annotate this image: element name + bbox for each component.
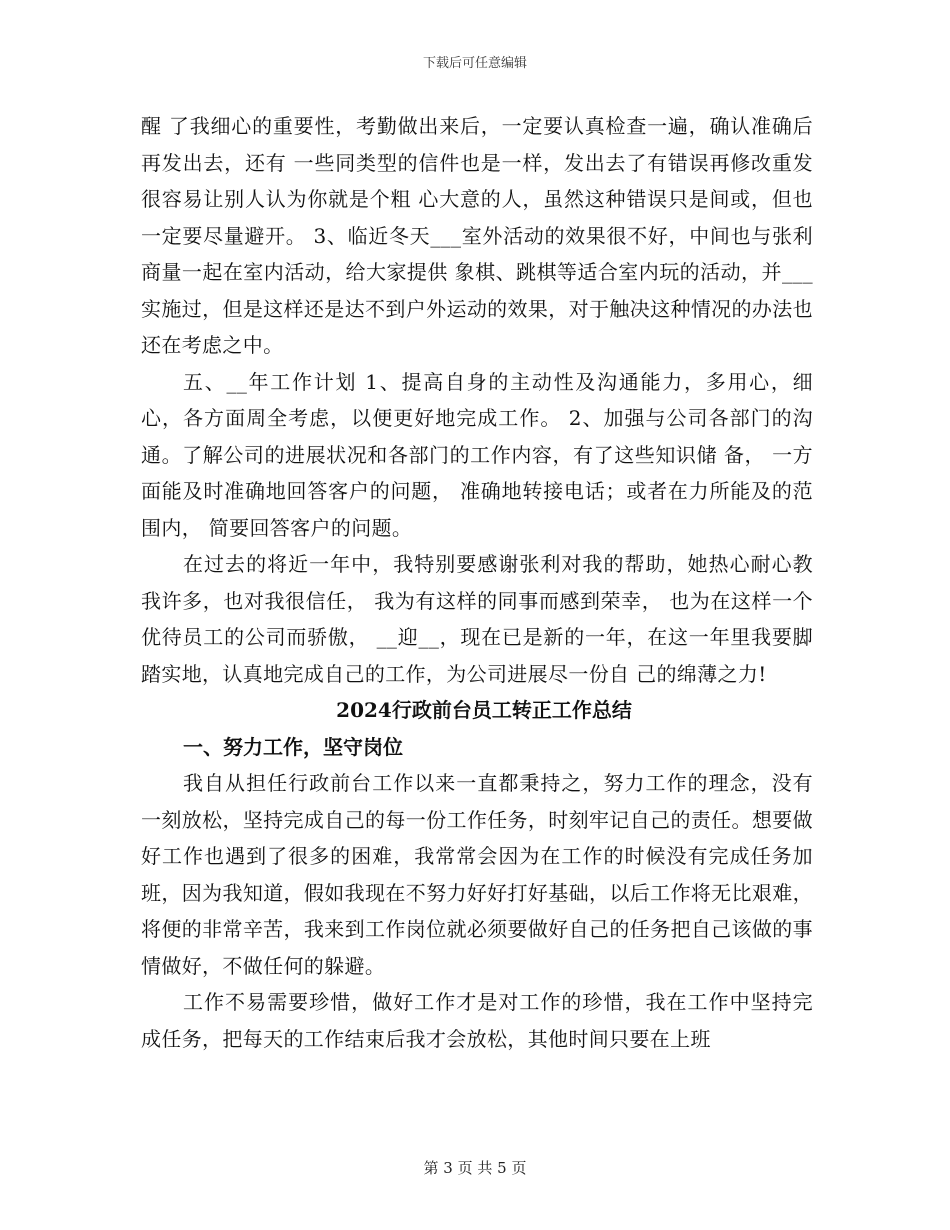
paragraph-gratitude: 在过去的将近一年中，我特别要感谢张利对我的帮助，她热心耐心教我许多，也对我很信任， 我为有这样的同事而感到荣幸， 也为在这样一个优待员工的公司而骄傲， __迎__，现在已是新的一年，在这一年里我要脚踏实地，认真地完成自己的工作，为公司进展尽一份自 己的绵薄之力! (141, 552, 813, 686)
header-note: 下载后可任意编辑 (422, 56, 527, 71)
document-title: 2024行政前台员工转正工作总结 (336, 698, 632, 722)
page-number: 第 3 页 共 5 页 (423, 1159, 527, 1177)
paragraph-cherish-work: 工作不易需要珍惜，做好工作才是对工作的珍惜，我在工作中坚持完成任务，把每天的工作结束后我才会放松，其他时间只要在上班 (141, 990, 813, 1051)
paragraph-continued-attendance: 醒 了我细心的重要性，考勤做出来后，一定要认真检查一遍，确认准确后再发出去，还有 一些同类型的信件也是一样，发出去了有错误再修改重发很容易让别人认为你就是个粗 心大意的人，虽然这种错误只是间或，但也一定要尽量避开。 3、临近冬天___室外活动的效果很不好，中间也与张利商量一起在室内活动，给大家提供 象棋、跳棋等适合室内玩的活动，并___实施过，但是这样还是达不到户外运动的效果，对于触决这种情况的办法也还在考虑之中。 (141, 114, 813, 357)
paragraph-work-plan: 五、__年工作计划 1、提高自身的主动性及沟通能力，多用心，细心，各方面周全考虑，以便更好地完成工作。 2、加强与公司各部门的沟通。了解公司的进展状况和各部门的工作内容，有了这些知识储 备， 一方面能及时准确地回答客户的问题， 准确地转接电话；或者在力所能及的范围内， 简要回答客户的问题。 (141, 369, 813, 540)
document-body (141, 108, 813, 1057)
paragraph-hard-work: 我自从担任行政前台工作以来一直都秉持之，努力工作的理念，没有一刻放松，坚持完成自己的每一份工作任务，时刻牢记自己的责任。想要做好工作也遇到了很多的困难，我常常会因为在工作的时候没有完成任务加班，因为我知道，假如我现在不努力好好打好基础，以后工作将无比艰难，将便的非常辛苦，我来到工作岗位就必须要做好自己的任务把自己该做的事情做好，不做任何的躲避。 (141, 771, 813, 978)
section-heading-1: 一、努力工作，坚守岗位 (183, 734, 403, 759)
